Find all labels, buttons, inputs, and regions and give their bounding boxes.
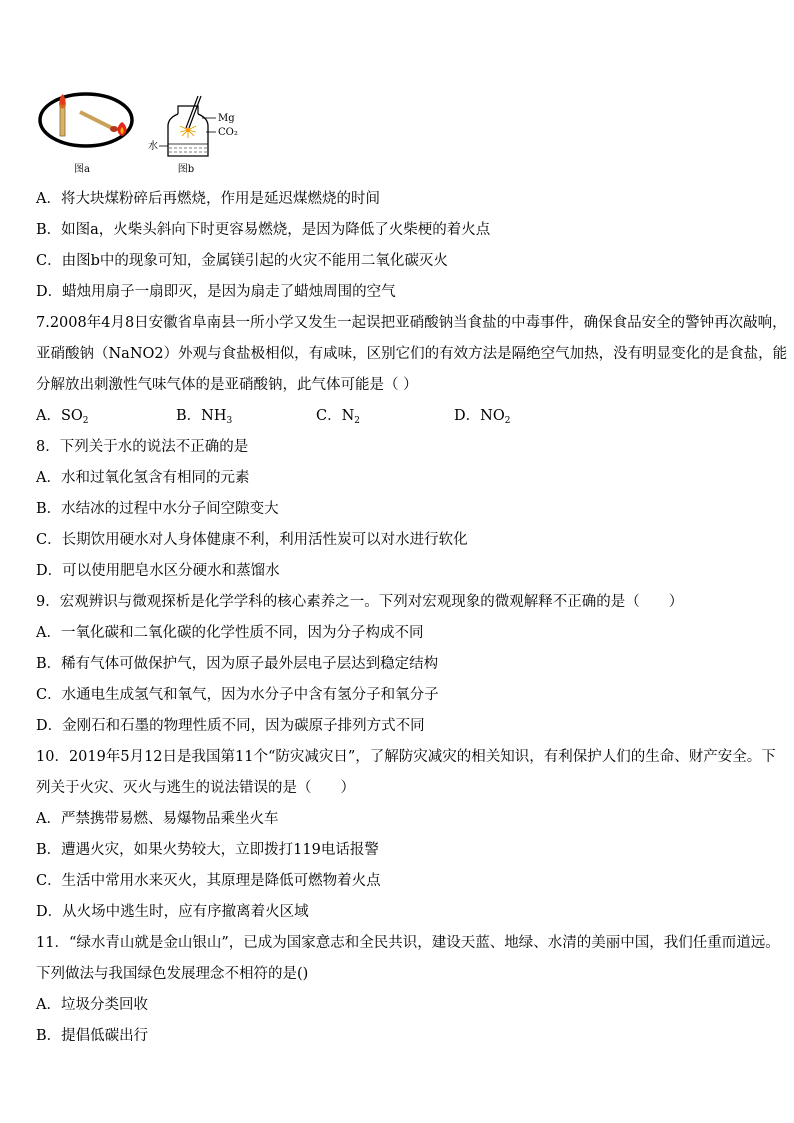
q7-option-c: C．$N_2$ bbox=[316, 408, 361, 426]
q11-stem-line-2: 下列做法与我国绿色发展理念不相符的是() bbox=[36, 966, 309, 982]
q9-option-d: D．金刚石和石墨的物理性质不同，因为碳原子排列方式不同 bbox=[36, 718, 425, 734]
q7-option-a: A．$SO_2$ bbox=[36, 408, 89, 426]
q7-stem-line-3: 分解放出刺激性气味气体的是亚硝酸钠，此气体可能是（ ） bbox=[36, 377, 418, 393]
q10-stem-line-1: 10．2019年5月12日是我国第11个“防灾减灾日”，了解防灾减灾的相关知识，有利保护人们的生命、财产安全。下 bbox=[36, 749, 776, 765]
figures-row bbox=[38, 92, 258, 176]
q10-stem-line-2: 列关于火灾、灭火与逃生的说法错误的是（ ） bbox=[36, 780, 355, 796]
q10-option-a: A．严禁携带易燃、易爆物品乘坐火车 bbox=[36, 811, 279, 827]
q9-option-b: B．稀有气体可做保护气，因为原子最外层电子层达到稳定结构 bbox=[36, 656, 439, 672]
mg-label: Mg bbox=[218, 113, 235, 124]
q7-options bbox=[36, 401, 766, 432]
q10-option-c: C．生活中常用水来灭火，其原理是降低可燃物着火点 bbox=[36, 873, 381, 889]
q6-option-c: C．由图b中的现象可知，金属镁引起的火灾不能用二氧化碳灭火 bbox=[36, 253, 448, 269]
figure-b-caption: 图b bbox=[177, 164, 195, 175]
q10-option-b: B．遭遇火灾，如果火势较大，立即拨打119电话报警 bbox=[36, 842, 379, 858]
water-label: 水 bbox=[148, 141, 158, 152]
q8-option-c: C．长期饮用硬水对人身体健康不利，利用活性炭可以对水进行软化 bbox=[36, 532, 468, 548]
q7-stem-line-1: 7.2008年4月8日安徽省阜南县一所小学又发生一起误把亚硝酸钠当食盐的中毒事件，确保食品安全的警钟再次敲响， bbox=[36, 315, 787, 331]
q8-option-d: D．可以使用肥皂水区分硬水和蒸馏水 bbox=[36, 563, 280, 579]
q8-option-b: B．水结冰的过程中水分子间空隙变大 bbox=[36, 501, 279, 517]
q7-stem-line-2: 亚硝酸钠（NaNO2）外观与食盐极相似，有咸味，区别它们的有效方法是隔绝空气加热，没有明显变化的是食盐，能 bbox=[36, 346, 788, 362]
figure-illustrations bbox=[38, 92, 258, 176]
q9-option-a: A．一氧化碳和二氧化碳的化学性质不同，因为分子构成不同 bbox=[36, 625, 424, 641]
q11-option-b: B．提倡低碳出行 bbox=[36, 1028, 149, 1044]
q9-stem: 9．宏观辨识与微观探析是化学学科的核心素养之一。下列对宏观现象的微观解释不正确的是（ ） bbox=[36, 594, 684, 610]
co2-label: CO₂ bbox=[218, 127, 238, 138]
q7-option-d: D．$NO_2$ bbox=[454, 408, 511, 426]
q8-stem: 8．下列关于水的说法不正确的是 bbox=[36, 439, 249, 455]
figure-a bbox=[40, 94, 132, 175]
q10-option-d: D．从火场中逃生时，应有序撤离着火区域 bbox=[36, 904, 309, 920]
q8-option-a: A．水和过氧化氢含有相同的元素 bbox=[36, 470, 250, 486]
q6-option-a: A．将大块煤粉碎后再燃烧，作用是延迟煤燃烧的时间 bbox=[36, 191, 380, 207]
figure-a-caption: 图a bbox=[74, 164, 90, 175]
q7-option-b: B．$NH_3$ bbox=[176, 408, 233, 426]
q9-option-c: C．水通电生成氢气和氧气，因为水分子中含有氢分子和氧分子 bbox=[36, 687, 439, 703]
q11-option-a: A．垃圾分类回收 bbox=[36, 997, 148, 1013]
question-content bbox=[36, 184, 788, 1052]
figure-b bbox=[148, 96, 238, 175]
q6-option-d: D．蜡烛用扇子一扇即灭，是因为扇走了蜡烛周围的空气 bbox=[36, 284, 396, 300]
q11-stem-line-1: 11．“绿水青山就是金山银山”，已成为国家意志和全民共识，建设天蓝、地绿、水清的美丽中国，我们任重而道远。 bbox=[36, 935, 780, 951]
q6-option-b: B．如图a，火柴头斜向下时更容易燃烧，是因为降低了火柴梗的着火点 bbox=[36, 222, 491, 238]
